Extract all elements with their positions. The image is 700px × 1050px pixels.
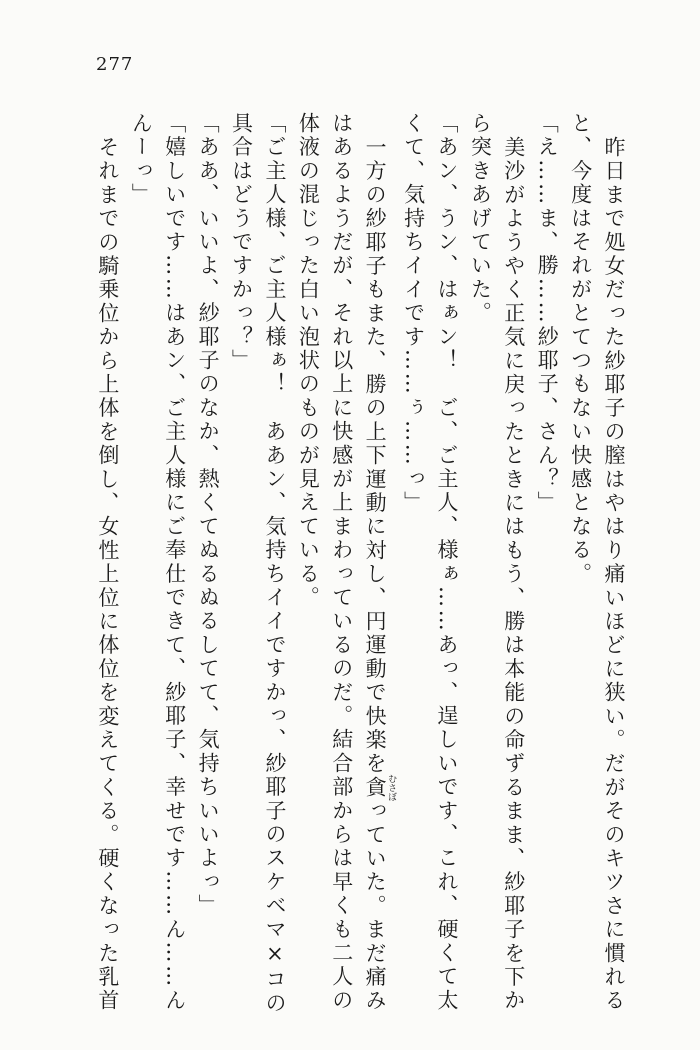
text-line: はあるようだが、それ以上に快感が上まわっているのだ。結合部からは早くも二人の bbox=[329, 112, 354, 1013]
text-line: 一方の紗耶子もまた、勝の上下運動に対し、円運動で快楽を貪 むさぼっていた。まだ痛み bbox=[363, 136, 397, 1013]
text-line: 「え……ま、勝……紗耶子、さん？」 bbox=[535, 112, 560, 515]
text-line: 「ああ、いいよ、紗耶子のなか、熱くてぬるぬるしてて、気持ちいいよっ」 bbox=[196, 112, 221, 918]
text-line: くて、気持ちイイです……ぅ……っ」 bbox=[401, 112, 426, 515]
text-line: んーっ」 bbox=[129, 112, 154, 207]
text-line: と、今度はそれがとてつもない快感となる。 bbox=[568, 112, 593, 586]
text-line: 具合はどうですかっ？」 bbox=[229, 112, 254, 373]
vertical-text-block bbox=[91, 112, 631, 1018]
text-line: それまでの騎乗位から上体を倒し、女性上位に体位を変えてくる。硬くなった乳首 bbox=[95, 136, 120, 1013]
text-line: 美沙がようやく正気に戻ったときにはもう、勝は本能の命ずるまま、紗耶子を下か bbox=[501, 136, 526, 1013]
page-number: 277 bbox=[96, 54, 134, 75]
text-line: ら突きあげていた。 bbox=[468, 112, 493, 326]
text-line: 「嬉しいです……はあン、ご主人様にご奉仕できて、紗耶子、幸せです……ん……ん bbox=[162, 112, 187, 1013]
text-line: 「あン、うン、はぁン！ ご、ご主人、様ぁ……あっ、逞しいです、これ、硬くて太 bbox=[434, 112, 459, 1013]
ruby-annotated-word: 貪 むさぼ bbox=[363, 774, 397, 802]
text-line: 体液の混じった白い泡状のものが見えている。 bbox=[296, 112, 321, 610]
text-line: 「ご主人様、ご主人様ぁ！ ああン、気持ちイイですかっ、紗耶子のスケベマ×コの bbox=[262, 112, 287, 1016]
text-line: 昨日まで処女だった紗耶子の膣はやはり痛いほどに狭い。だがそのキツさに慣れる bbox=[602, 136, 626, 1013]
